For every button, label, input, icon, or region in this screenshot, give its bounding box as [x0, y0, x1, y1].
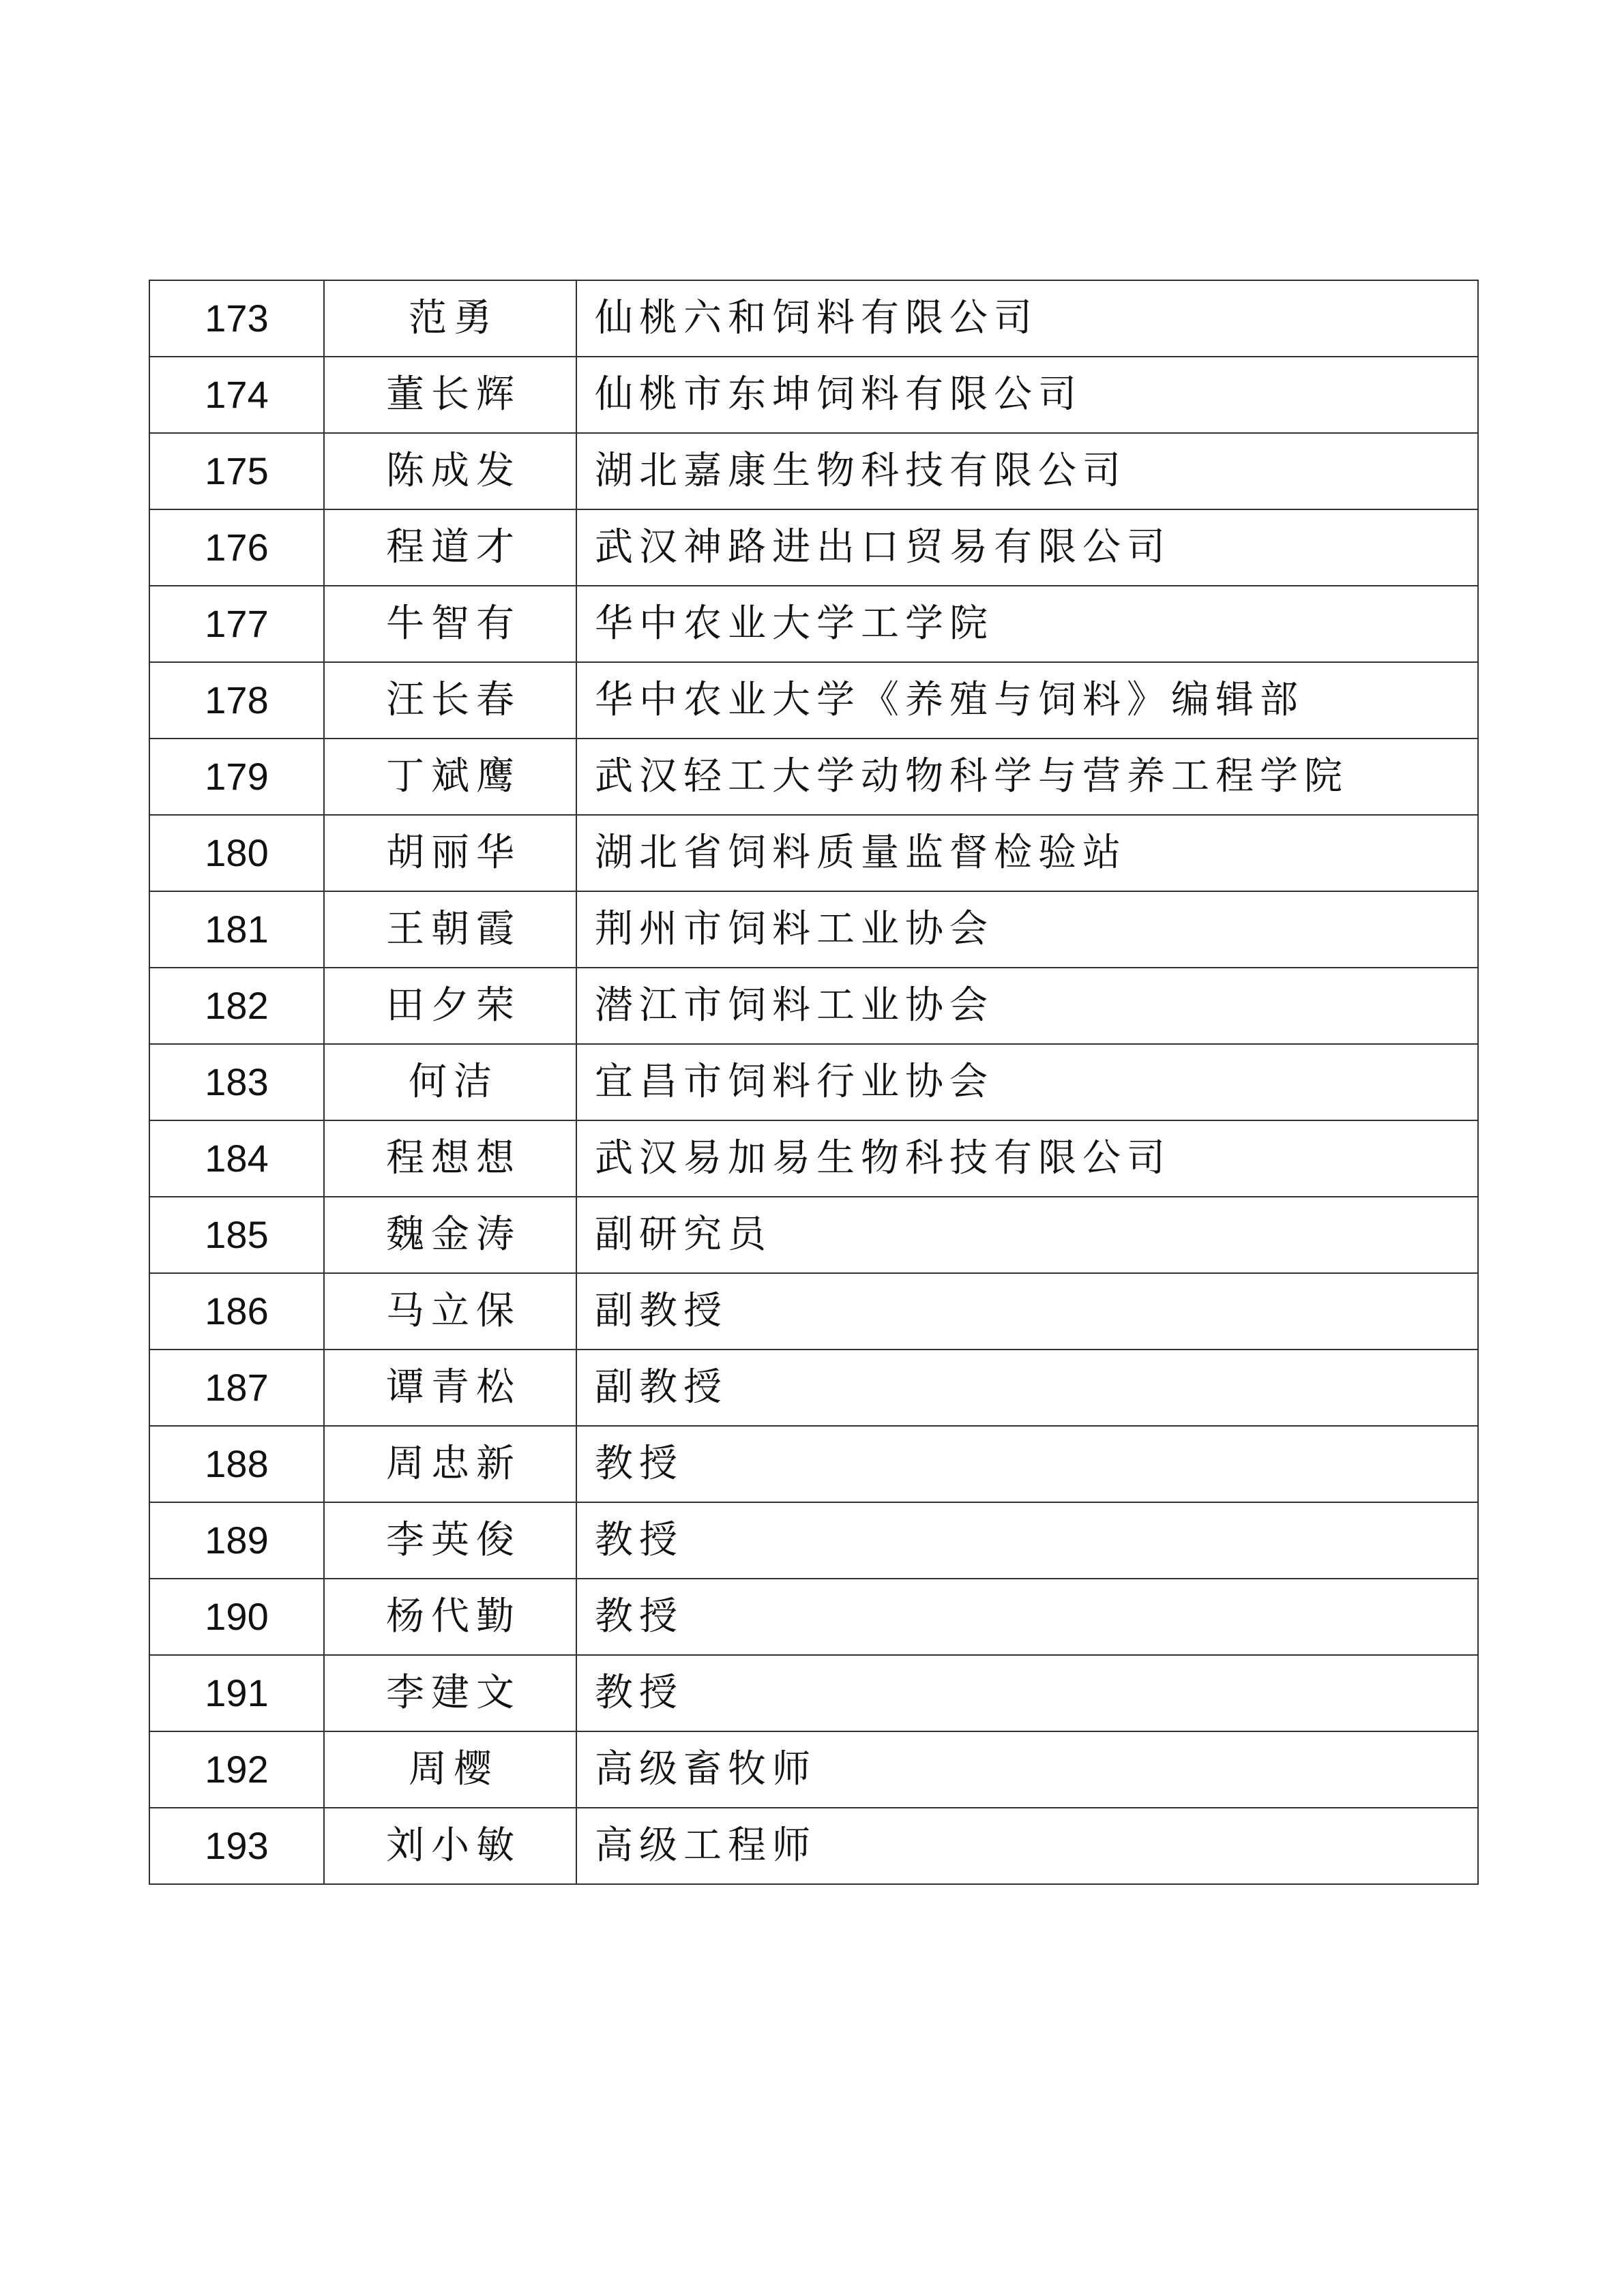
- person-name: 李建文: [324, 1655, 576, 1731]
- row-number: 176: [149, 509, 324, 586]
- table-row: [149, 815, 1478, 891]
- person-name: 谭青松: [324, 1350, 576, 1426]
- unit-or-title: 教授: [576, 1579, 1478, 1655]
- person-name: 周忠新: [324, 1426, 576, 1502]
- unit-or-title: 湖北嘉康生物科技有限公司: [576, 433, 1478, 509]
- table-row: [149, 1731, 1478, 1808]
- row-number: 175: [149, 433, 324, 509]
- table-row: [149, 1197, 1478, 1273]
- person-name: 何洁: [324, 1044, 576, 1120]
- person-name: 王朝霞: [324, 891, 576, 968]
- table-row: [149, 357, 1478, 433]
- row-number: 190: [149, 1579, 324, 1655]
- table-row: [149, 1044, 1478, 1120]
- table-row: [149, 1502, 1478, 1579]
- table-row: [149, 433, 1478, 509]
- row-number: 192: [149, 1731, 324, 1808]
- unit-or-title: 仙桃六和饲料有限公司: [576, 280, 1478, 357]
- unit-or-title: 华中农业大学《养殖与饲料》编辑部: [576, 662, 1478, 739]
- unit-or-title: 副教授: [576, 1350, 1478, 1426]
- unit-or-title: 仙桃市东坤饲料有限公司: [576, 357, 1478, 433]
- row-number: 191: [149, 1655, 324, 1731]
- table-row: [149, 280, 1478, 357]
- row-number: 177: [149, 586, 324, 662]
- unit-or-title: 教授: [576, 1426, 1478, 1502]
- person-name: 魏金涛: [324, 1197, 576, 1273]
- person-name: 田夕荣: [324, 968, 576, 1044]
- row-number: 187: [149, 1350, 324, 1426]
- person-name: 程道才: [324, 509, 576, 586]
- person-name: 陈成发: [324, 433, 576, 509]
- row-number: 179: [149, 739, 324, 815]
- person-name: 董长辉: [324, 357, 576, 433]
- person-name: 汪长春: [324, 662, 576, 739]
- table-row: [149, 968, 1478, 1044]
- table-row: [149, 586, 1478, 662]
- table-row: [149, 739, 1478, 815]
- unit-or-title: 教授: [576, 1655, 1478, 1731]
- row-number: 173: [149, 280, 324, 357]
- unit-or-title: 高级工程师: [576, 1808, 1478, 1884]
- unit-or-title: 宜昌市饲料行业协会: [576, 1044, 1478, 1120]
- roster-body: [149, 280, 1478, 1884]
- row-number: 188: [149, 1426, 324, 1502]
- person-name: 胡丽华: [324, 815, 576, 891]
- table-row: [149, 1350, 1478, 1426]
- table-row: [149, 1655, 1478, 1731]
- person-name: 程想想: [324, 1120, 576, 1197]
- row-number: 180: [149, 815, 324, 891]
- unit-or-title: 湖北省饲料质量监督检验站: [576, 815, 1478, 891]
- table-row: [149, 1579, 1478, 1655]
- unit-or-title: 武汉轻工大学动物科学与营养工程学院: [576, 739, 1478, 815]
- row-number: 183: [149, 1044, 324, 1120]
- row-number: 186: [149, 1273, 324, 1350]
- unit-or-title: 华中农业大学工学院: [576, 586, 1478, 662]
- row-number: 185: [149, 1197, 324, 1273]
- unit-or-title: 武汉神路进出口贸易有限公司: [576, 509, 1478, 586]
- unit-or-title: 副研究员: [576, 1197, 1478, 1273]
- table-row: [149, 1426, 1478, 1502]
- table-row: [149, 662, 1478, 739]
- unit-or-title: 教授: [576, 1502, 1478, 1579]
- unit-or-title: 荆州市饲料工业协会: [576, 891, 1478, 968]
- roster-table: [149, 280, 1479, 1885]
- unit-or-title: 副教授: [576, 1273, 1478, 1350]
- unit-or-title: 高级畜牧师: [576, 1731, 1478, 1808]
- table-row: [149, 891, 1478, 968]
- row-number: 189: [149, 1502, 324, 1579]
- person-name: 杨代勤: [324, 1579, 576, 1655]
- table-row: [149, 1120, 1478, 1197]
- unit-or-title: 武汉易加易生物科技有限公司: [576, 1120, 1478, 1197]
- row-number: 182: [149, 968, 324, 1044]
- table-row: [149, 509, 1478, 586]
- person-name: 马立保: [324, 1273, 576, 1350]
- row-number: 178: [149, 662, 324, 739]
- unit-or-title: 潜江市饲料工业协会: [576, 968, 1478, 1044]
- person-name: 李英俊: [324, 1502, 576, 1579]
- person-name: 周樱: [324, 1731, 576, 1808]
- row-number: 174: [149, 357, 324, 433]
- row-number: 193: [149, 1808, 324, 1884]
- person-name: 范勇: [324, 280, 576, 357]
- person-name: 丁斌鹰: [324, 739, 576, 815]
- row-number: 181: [149, 891, 324, 968]
- row-number: 184: [149, 1120, 324, 1197]
- person-name: 刘小敏: [324, 1808, 576, 1884]
- person-name: 牛智有: [324, 586, 576, 662]
- table-row: [149, 1273, 1478, 1350]
- table-row: [149, 1808, 1478, 1884]
